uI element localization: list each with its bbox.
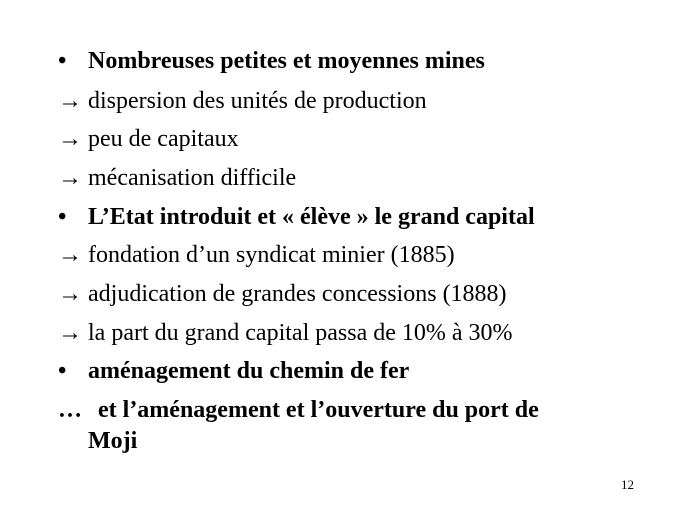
arrow-text-1: dispersion des unités de production bbox=[88, 88, 427, 114]
bullet-icon: • bbox=[58, 204, 67, 230]
arrow-item-4 bbox=[58, 240, 455, 270]
page-number: 12 bbox=[621, 477, 634, 492]
arrow-text-5: adjudication de grandes concessions (1888) bbox=[88, 281, 507, 307]
arrow-icon: → bbox=[58, 320, 82, 346]
arrow-text-4: fondation d’un syndicat minier (1885) bbox=[88, 242, 455, 268]
ellipsis-item bbox=[58, 395, 539, 425]
arrow-icon: → bbox=[58, 88, 82, 114]
bullet-icon: • bbox=[58, 358, 67, 384]
bullet-icon: • bbox=[58, 48, 67, 74]
arrow-text-2: peu de capitaux bbox=[88, 126, 239, 152]
arrow-text-6: la part du grand capital passa de 10% à 30% bbox=[88, 320, 513, 346]
arrow-icon: → bbox=[58, 126, 82, 152]
arrow-icon: → bbox=[58, 165, 82, 191]
arrow-item-1 bbox=[58, 86, 427, 116]
arrow-icon: → bbox=[58, 281, 82, 307]
ellipsis-text: et l’aménagement et l’ouverture du port de bbox=[98, 397, 539, 423]
bullet-item-1 bbox=[58, 46, 485, 76]
arrow-icon: → bbox=[58, 242, 82, 268]
ellipsis-continuation: Moji bbox=[88, 428, 138, 454]
arrow-item-6 bbox=[58, 318, 513, 348]
bullet-text-2: L’Etat introduit et « élève » le grand capital bbox=[88, 204, 535, 230]
arrow-item-5 bbox=[58, 279, 507, 309]
arrow-text-3: mécanisation difficile bbox=[88, 165, 297, 191]
bullet-item-3 bbox=[58, 356, 409, 386]
arrow-item-3 bbox=[58, 163, 296, 193]
bullet-item-2 bbox=[58, 202, 535, 232]
bullet-text-3: aménagement du chemin de fer bbox=[88, 358, 410, 384]
arrow-item-2 bbox=[58, 124, 239, 154]
ellipsis-icon: … bbox=[58, 397, 82, 423]
bullet-text-1: Nombreuses petites et moyennes mines bbox=[88, 48, 485, 74]
